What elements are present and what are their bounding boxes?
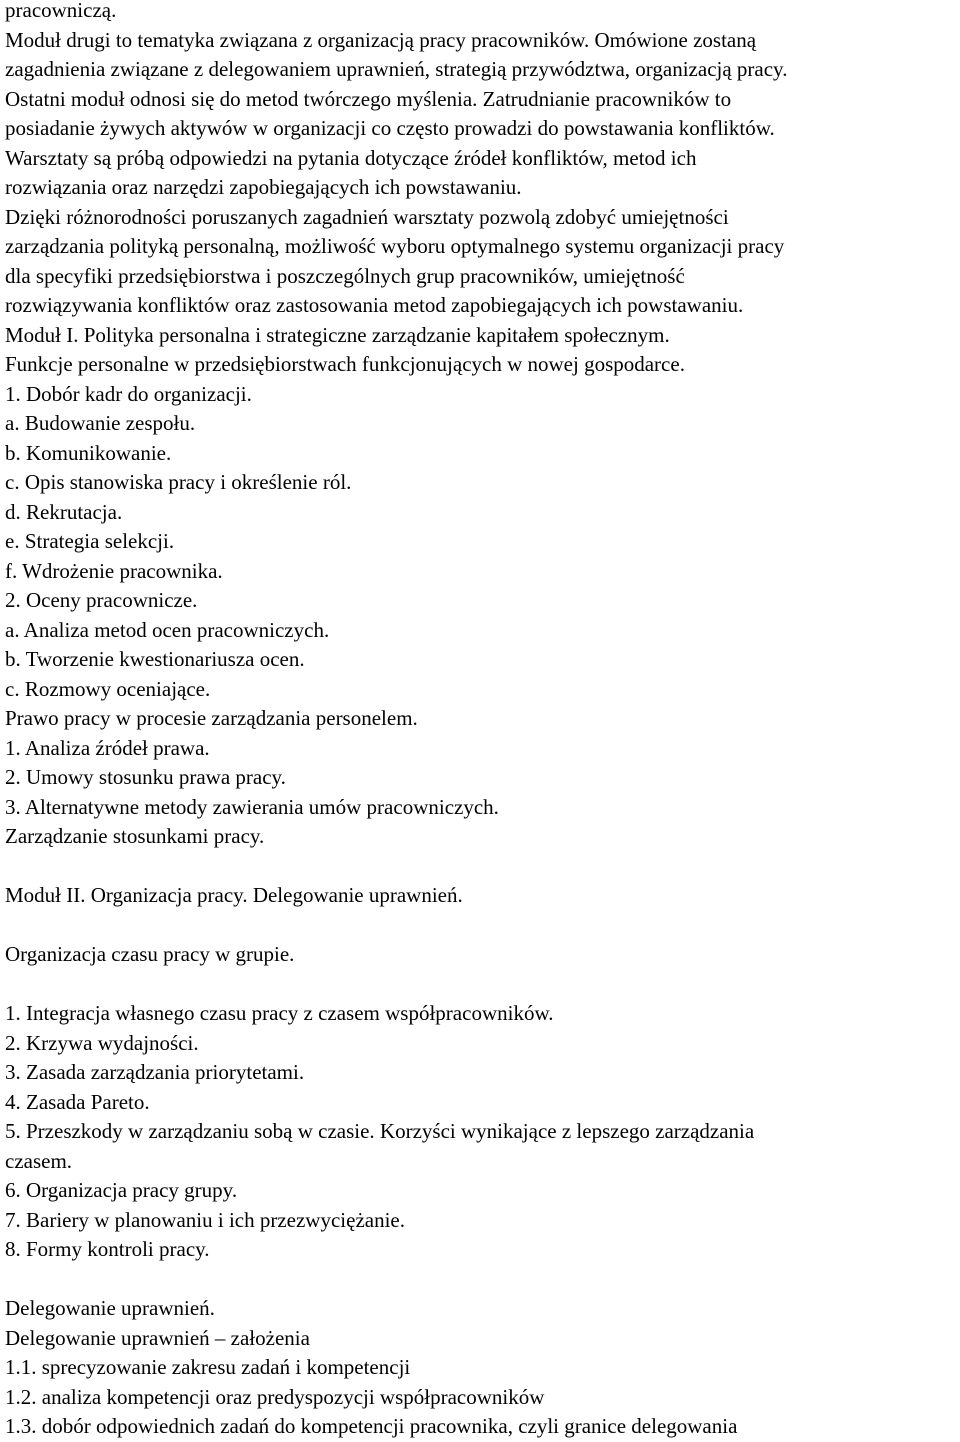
list-item: 5. Przeszkody w zarządzaniu sobą w czasie. Korzyści wynikające z lepszego zarządzania bbox=[5, 1119, 755, 1143]
list-item: e. Strategia selekcji. bbox=[5, 529, 175, 553]
text-line: rozwiązania oraz narzędzi zapobiegających ich powstawaniu. bbox=[5, 175, 522, 199]
blank-line bbox=[5, 1265, 955, 1295]
list-item: a. Analiza metod ocen pracowniczych. bbox=[5, 617, 330, 642]
list-item: 2. Oceny pracownicze. bbox=[5, 588, 198, 612]
list-item: 2. Umowy stosunku prawa pracy. bbox=[5, 765, 286, 789]
section-heading: Organizacja czasu pracy w grupie. bbox=[5, 942, 295, 966]
list-item: 3. Alternatywne metody zawierania umów pracowniczych. bbox=[5, 794, 499, 819]
list-item: 3. Zasada zarządzania priorytetami. bbox=[5, 1060, 305, 1084]
list-item: d. Rekrutacja. bbox=[5, 499, 123, 524]
list-item: c. Rozmowy oceniające. bbox=[5, 676, 211, 701]
list-item: f. Wdrożenie pracownika. bbox=[5, 558, 223, 583]
list-item: c. Opis stanowiska pracy i określenie ról. bbox=[5, 470, 352, 494]
blank-line bbox=[5, 911, 955, 941]
list-item: 1.3. dobór odpowiednich zadań do kompetencji pracownika, czyli granice delegowania bbox=[5, 1414, 738, 1438]
section-heading: Zarządzanie stosunkami pracy. bbox=[5, 824, 265, 848]
list-item: b. Tworzenie kwestionariusza ocen. bbox=[5, 647, 305, 671]
list-item: 8. Formy kontroli pracy. bbox=[5, 1237, 210, 1261]
text-line: posiadanie żywych aktywów w organizacji co często prowadzi do powstawania konfliktów. bbox=[5, 116, 775, 140]
text-line: Dzięki różnorodności poruszanych zagadnień warsztaty pozwolą zdobyć umiejętności bbox=[5, 204, 729, 229]
list-item: 1. Dobór kadr do organizacji. bbox=[5, 381, 252, 406]
list-item: 2. Krzywa wydajności. bbox=[5, 1030, 199, 1055]
list-item: 4. Zasada Pareto. bbox=[5, 1089, 150, 1114]
text-line: zarządzania polityką personalną, możliwość wyboru optymalnego systemu organizacji pracy bbox=[5, 234, 785, 258]
text-line: Ostatni moduł odnosi się do metod twórczego myślenia. Zatrudnianie pracowników to bbox=[5, 86, 732, 111]
text-line: rozwiązywania konfliktów oraz zastosowania metod zapobiegających ich powstawaniu. bbox=[5, 293, 744, 317]
text-line: dla specyfiki przedsiębiorstwa i poszczególnych grup pracowników, umiejętność bbox=[5, 263, 685, 288]
text-line: pracowniczą. bbox=[5, 0, 117, 22]
blank-line bbox=[5, 852, 955, 882]
text-line: Moduł drugi to tematyka związana z organizacją pracy pracowników. Omówione zostaną bbox=[5, 27, 757, 52]
list-item: b. Komunikowanie. bbox=[5, 440, 172, 465]
list-item: 6. Organizacja pracy grupy. bbox=[5, 1178, 238, 1202]
list-item: 1.1. sprecyzowanie zakresu zadań i kompetencji bbox=[5, 1355, 411, 1379]
text-line: Warsztaty są próbą odpowiedzi na pytania dotyczące źródeł konfliktów, metod ich bbox=[5, 145, 697, 170]
module-heading: Moduł I. Polityka personalna i strategiczne zarządzanie kapitałem społecznym. bbox=[5, 322, 670, 347]
list-item: 1.2. analiza kompetencji oraz predyspozycji współpracowników bbox=[5, 1384, 545, 1409]
document-page bbox=[5, 0, 955, 1442]
list-item: 1. Analiza źródeł prawa. bbox=[5, 735, 210, 760]
list-item: a. Budowanie zespołu. bbox=[5, 411, 196, 435]
section-heading: Delegowanie uprawnień – założenia bbox=[5, 1325, 310, 1350]
list-item: 7. Bariery w planowaniu i ich przezwyciężanie. bbox=[5, 1207, 405, 1232]
module-heading: Moduł II. Organizacja pracy. Delegowanie uprawnień. bbox=[5, 883, 463, 907]
list-item: czasem. bbox=[5, 1148, 73, 1173]
blank-line bbox=[5, 970, 955, 1000]
list-item: 1. Integracja własnego czasu pracy z czasem współpracowników. bbox=[5, 1001, 554, 1025]
section-heading: Delegowanie uprawnień. bbox=[5, 1296, 215, 1320]
section-heading: Funkcje personalne w przedsiębiorstwach funkcjonujących w nowej gospodarce. bbox=[5, 352, 685, 376]
section-heading: Prawo pracy w procesie zarządzania personelem. bbox=[5, 706, 418, 730]
text-line: zagadnienia związane z delegowaniem uprawnień, strategią przywództwa, organizacją pracy. bbox=[5, 57, 788, 81]
